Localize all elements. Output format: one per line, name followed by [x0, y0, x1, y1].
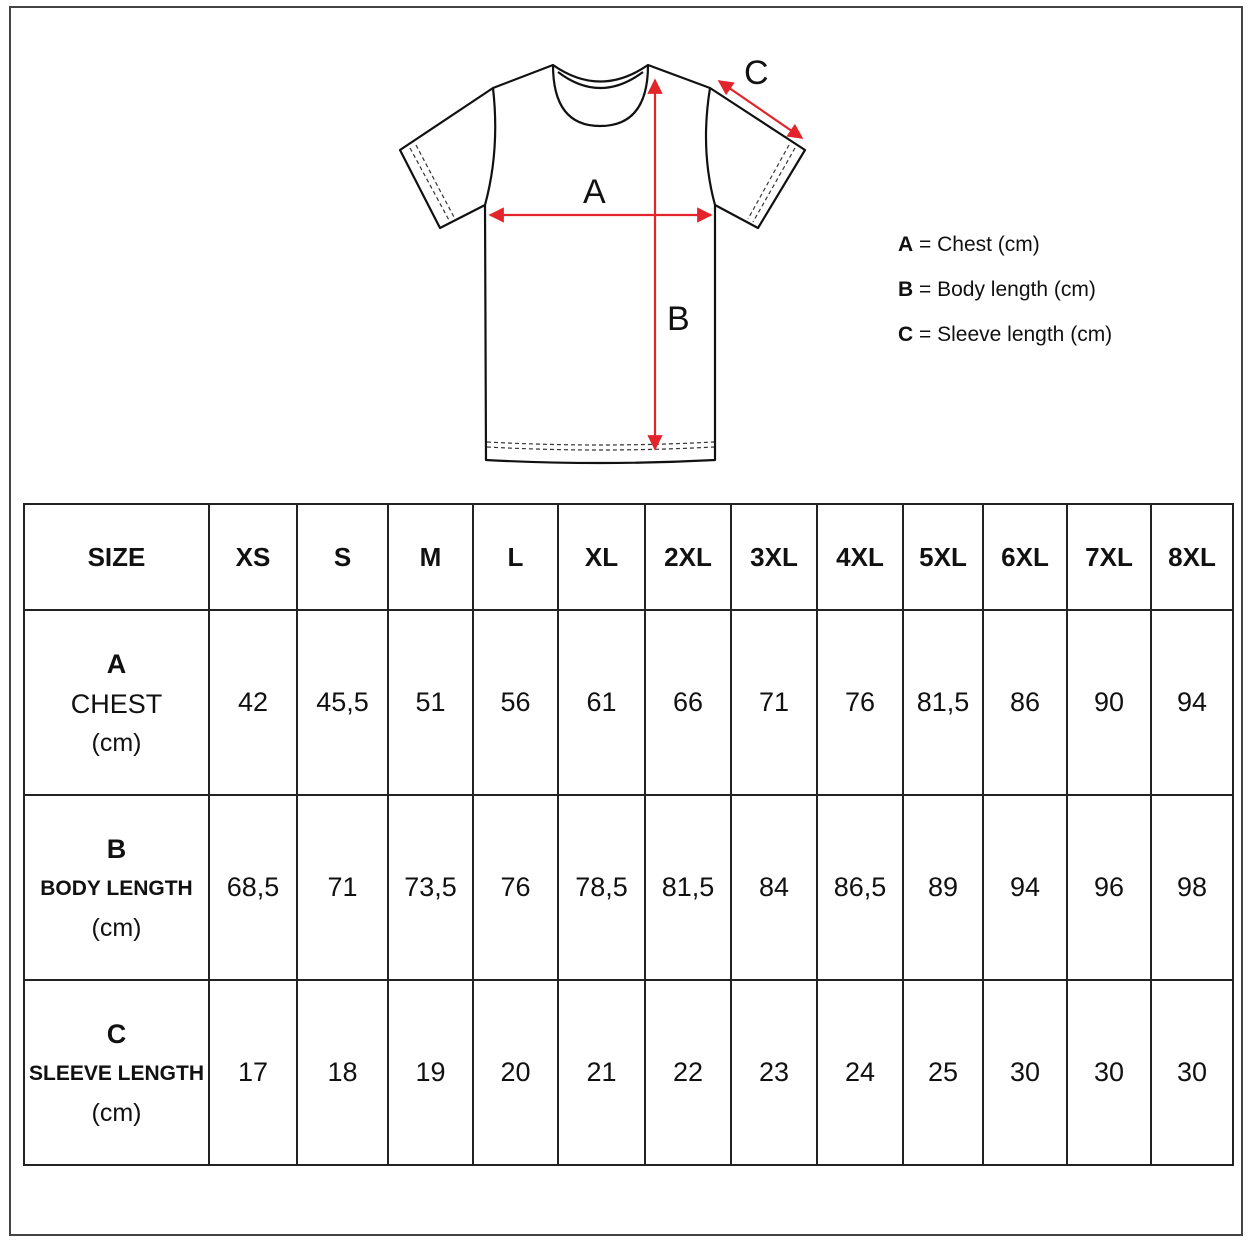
legend-item-body-length: B = Body length (cm)	[898, 278, 1096, 301]
size-label: 8XL	[1151, 504, 1233, 610]
value-cell: 94	[983, 795, 1067, 980]
size-label: S	[297, 504, 388, 610]
value-cell: 78,5	[558, 795, 645, 980]
value-cell: 90	[1067, 610, 1151, 795]
value-cell: 81,5	[903, 610, 983, 795]
header-row	[24, 504, 1233, 610]
label-a: A	[583, 173, 606, 211]
value-cell: 66	[645, 610, 731, 795]
value-cell: 18	[297, 980, 388, 1165]
value-cell: 89	[903, 795, 983, 980]
value-cell: 30	[1151, 980, 1233, 1165]
value-cell: 96	[1067, 795, 1151, 980]
value-cell: 56	[473, 610, 558, 795]
value-cell: 94	[1151, 610, 1233, 795]
value-cell: 42	[209, 610, 297, 795]
value-cell: 24	[817, 980, 903, 1165]
value-cell: 22	[645, 980, 731, 1165]
size-label: 7XL	[1067, 504, 1151, 610]
value-cell: 30	[1067, 980, 1151, 1165]
header-size: SIZE	[24, 504, 209, 610]
label-c: C	[744, 54, 769, 92]
size-label: 2XL	[645, 504, 731, 610]
value-cell: 45,5	[297, 610, 388, 795]
chest-row	[24, 610, 1233, 795]
value-cell: 76	[817, 610, 903, 795]
value-cell: 25	[903, 980, 983, 1165]
value-cell: 20	[473, 980, 558, 1165]
size-label: 4XL	[817, 504, 903, 610]
legend	[898, 222, 1112, 357]
value-cell: 73,5	[388, 795, 473, 980]
value-cell: 98	[1151, 795, 1233, 980]
size-label: XL	[558, 504, 645, 610]
label-b: B	[667, 300, 690, 338]
body-length-row	[24, 795, 1233, 980]
legend-item-chest: A = Chest (cm)	[898, 233, 1040, 256]
sleeve-length-row	[24, 980, 1233, 1165]
tshirt-outline	[400, 65, 805, 463]
size-label: XS	[209, 504, 297, 610]
value-cell: 81,5	[645, 795, 731, 980]
value-cell: 19	[388, 980, 473, 1165]
value-cell: 86	[983, 610, 1067, 795]
value-cell: 21	[558, 980, 645, 1165]
value-cell: 86,5	[817, 795, 903, 980]
size-label: L	[473, 504, 558, 610]
row-header-body-length: B BODY LENGTH (cm)	[24, 795, 209, 980]
value-cell: 51	[388, 610, 473, 795]
value-cell: 68,5	[209, 795, 297, 980]
row-header-sleeve-length: C SLEEVE LENGTH (cm)	[24, 980, 209, 1165]
size-label: 3XL	[731, 504, 817, 610]
value-cell: 23	[731, 980, 817, 1165]
value-cell: 71	[297, 795, 388, 980]
size-label: M	[388, 504, 473, 610]
value-cell: 71	[731, 610, 817, 795]
value-cell: 76	[473, 795, 558, 980]
legend-item-sleeve-length: C = Sleeve length (cm)	[898, 323, 1113, 346]
tshirt-diagram	[380, 40, 830, 480]
value-cell: 17	[209, 980, 297, 1165]
value-cell: 84	[731, 795, 817, 980]
row-header-chest: A CHEST (cm)	[24, 610, 209, 795]
value-cell: 30	[983, 980, 1067, 1165]
value-cell: 61	[558, 610, 645, 795]
size-label: 5XL	[903, 504, 983, 610]
size-label: 6XL	[983, 504, 1067, 610]
size-table	[23, 503, 1234, 1166]
